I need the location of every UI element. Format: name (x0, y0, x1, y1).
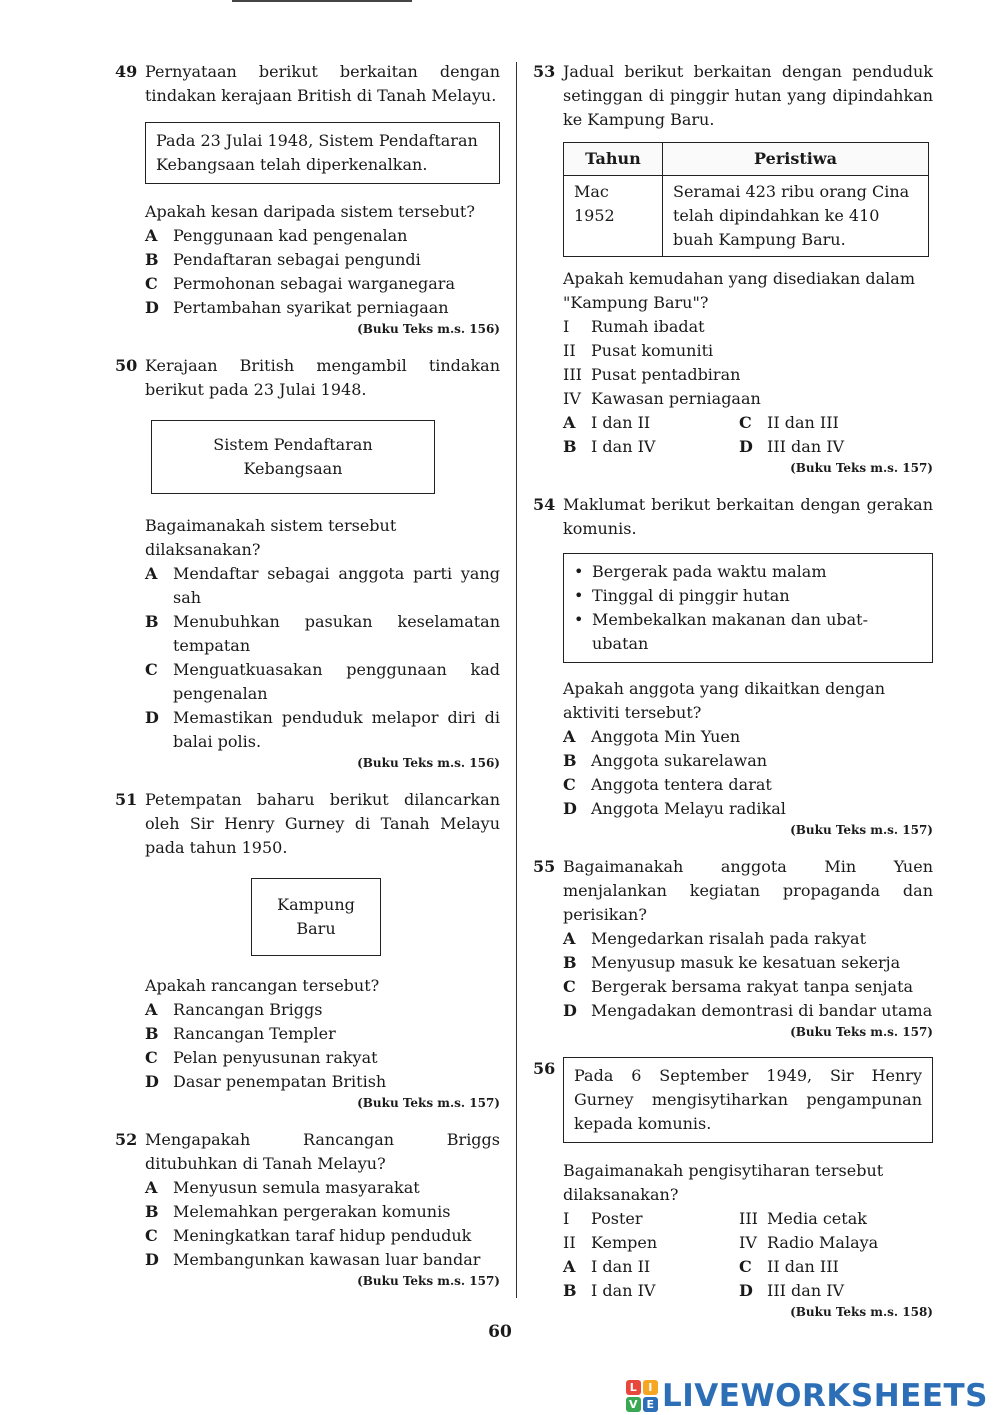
logo-tile: I (643, 1380, 658, 1395)
bullet-list (574, 560, 922, 656)
option-d[interactable]: D Mengadakan demontrasi di bandar utama (563, 1001, 933, 1020)
table-cell: Mac 1952 (564, 176, 663, 257)
top-rule (232, 0, 412, 2)
option-c[interactable]: C Anggota tentera darat (563, 775, 772, 794)
option-b[interactable]: B Pendaftaran sebagai pengundi (145, 250, 421, 269)
option-a[interactable]: A I dan II (563, 413, 651, 432)
left-column (115, 60, 500, 1290)
info-box: Pada 23 Julai 1948, Sistem Pendaftaran Kebangsaan telah diperkenalkan. (145, 122, 500, 184)
table-header-row (564, 143, 929, 176)
question-number: 56 (533, 1059, 556, 1078)
option-a[interactable]: A Anggota Min Yuen (563, 727, 741, 746)
question-ask: Bagaimanakah pengisytiharan tersebut dilaksanakan? (563, 1161, 884, 1204)
textbook-reference: (Buku Teks m.s. 157) (357, 1096, 500, 1110)
option-c[interactable]: C Permohonan sebagai warganegara (145, 274, 455, 293)
roman-item: IV Kawasan perniagaan (563, 389, 761, 408)
question-stem: Pernyataan berikut berkaitan dengan tindakan kerajaan British di Tanah Melayu. (145, 62, 500, 105)
liveworksheets-logo-icon (626, 1380, 658, 1412)
question-number: 51 (115, 790, 138, 809)
question-ask: Bagaimanakah sistem tersebut dilaksanakan? (145, 516, 397, 559)
bullet-item: • Membekalkan makanan dan ubat-ubatan (592, 608, 922, 656)
page-number: 60 (488, 1322, 512, 1342)
question-56 (533, 1057, 933, 1321)
question-stem: Mengapakah Rancangan Briggs ditubuhkan di Tanah Melayu? (145, 1130, 500, 1173)
bullet-item: • Tinggal di pinggir hutan (592, 584, 922, 608)
option-d[interactable]: D Anggota Melayu radikal (563, 799, 786, 818)
column-divider (516, 62, 517, 1298)
question-number: 50 (115, 356, 138, 375)
question-stem: Jadual berikut berkaitan dengan penduduk setinggan di pinggir hutan yang dipindahkan ke Kampung Baru. (563, 62, 933, 129)
question-stem: Kerajaan British mengambil tindakan berikut pada 23 Julai 1948. (145, 356, 500, 399)
info-box: Sistem Pendaftaran Kebangsaan (151, 420, 435, 494)
question-53 (533, 60, 933, 477)
option-d[interactable]: D Pertambahan syarikat perniagaan (145, 298, 449, 317)
option-a[interactable]: A Menyusun semula masyarakat (145, 1178, 420, 1197)
question-55 (533, 855, 933, 1041)
info-box: Pada 6 September 1949, Sir Henry Gurney mengisytiharkan pengampunan kepada komunis. (563, 1057, 933, 1143)
option-c[interactable]: C Bergerak bersama rakyat tanpa senjata (563, 977, 914, 996)
option-a[interactable]: A Mengedarkan risalah pada rakyat (563, 929, 867, 948)
option-a[interactable]: A I dan II (563, 1257, 651, 1276)
column-header: Peristiwa (663, 143, 929, 176)
question-number: 53 (533, 62, 556, 81)
option-d[interactable]: D Memastikan penduduk melapor diri di balai polis. (145, 708, 500, 751)
options-grid (563, 411, 933, 459)
question-ask: Apakah rancangan tersebut? (145, 976, 380, 995)
question-ask: Apakah anggota yang dikaitkan dengan aktiviti tersebut? (563, 679, 886, 722)
option-a[interactable]: A Mendaftar sebagai anggota parti yang sah (145, 564, 500, 607)
liveworksheets-brand[interactable] (626, 1378, 988, 1414)
question-54 (533, 493, 933, 839)
events-table (563, 142, 929, 257)
roman-item: II Kempen (563, 1233, 658, 1252)
textbook-reference: (Buku Teks m.s. 158) (790, 1305, 933, 1319)
right-column (533, 60, 933, 1321)
option-b[interactable]: B Menyusup masuk ke kesatuan sekerja (563, 953, 901, 972)
question-number: 55 (533, 857, 556, 876)
option-d[interactable]: D Dasar penempatan British (145, 1072, 387, 1091)
option-d[interactable]: D Membangunkan kawasan luar bandar (145, 1250, 481, 1269)
roman-item: I Poster (563, 1209, 643, 1228)
roman-item: III Media cetak (739, 1209, 867, 1228)
question-50 (115, 354, 500, 772)
roman-item: III Pusat pentadbiran (563, 365, 741, 384)
logo-tile: L (626, 1380, 641, 1395)
textbook-reference: (Buku Teks m.s. 157) (790, 461, 933, 475)
option-c[interactable]: C Menguatkuasakan penggunaan kad pengenalan (145, 660, 500, 703)
bullet-item: • Bergerak pada waktu malam (592, 560, 922, 584)
textbook-reference: (Buku Teks m.s. 157) (357, 1274, 500, 1288)
option-a[interactable]: A Rancangan Briggs (145, 1000, 323, 1019)
option-c[interactable]: C II dan III (739, 413, 839, 432)
option-b[interactable]: B Melemahkan pergerakan komunis (145, 1202, 451, 1221)
column-header: Tahun (564, 143, 663, 176)
option-d[interactable]: D III dan IV (739, 1281, 845, 1300)
option-c[interactable]: C Meningkatkan taraf hidup penduduk (145, 1226, 472, 1245)
roman-item: II Pusat komuniti (563, 341, 714, 360)
option-b[interactable]: B Anggota sukarelawan (563, 751, 768, 770)
table-row (564, 176, 929, 257)
option-b[interactable]: B Rancangan Templer (145, 1024, 336, 1043)
brand-name: LIVEWORKSHEETS (662, 1378, 988, 1414)
option-a[interactable]: A Penggunaan kad pengenalan (145, 226, 408, 245)
question-stem: Maklumat berikut berkaitan dengan gerakan komunis. (563, 495, 933, 538)
roman-item: I Rumah ibadat (563, 317, 705, 336)
option-b[interactable]: B I dan IV (563, 1281, 656, 1300)
table-cell: Seramai 423 ribu orang Cina telah dipindahkan ke 410 buah Kampung Baru. (663, 176, 929, 257)
option-b[interactable]: B Menubuhkan pasukan keselamatan tempatan (145, 612, 500, 655)
question-ask: Apakah kesan daripada sistem tersebut? (145, 202, 475, 221)
textbook-reference: (Buku Teks m.s. 156) (357, 756, 500, 770)
question-ask: Apakah kemudahan yang disediakan dalam "Kampung Baru"? (563, 269, 915, 312)
textbook-reference: (Buku Teks m.s. 157) (790, 1025, 933, 1039)
options-grid (563, 1255, 933, 1303)
option-b[interactable]: B I dan IV (563, 437, 656, 456)
items-grid (563, 1207, 933, 1255)
info-box: Kampung Baru (251, 878, 381, 956)
question-stem: Bagaimanakah anggota Min Yuen menjalankan kegiatan propaganda dan perisikan? (563, 857, 933, 924)
info-box (563, 553, 933, 663)
logo-tile: V (626, 1397, 641, 1412)
question-stem: Petempatan baharu berikut dilancarkan oleh Sir Henry Gurney di Tanah Melayu pada tahun 1950. (145, 790, 500, 857)
textbook-reference: (Buku Teks m.s. 156) (357, 322, 500, 336)
logo-tile: E (643, 1397, 658, 1412)
roman-item: IV Radio Malaya (739, 1233, 879, 1252)
question-number: 54 (533, 495, 556, 514)
textbook-reference: (Buku Teks m.s. 157) (790, 823, 933, 837)
option-c[interactable]: C II dan III (739, 1257, 839, 1276)
question-number: 49 (115, 62, 138, 81)
question-number: 52 (115, 1130, 138, 1149)
question-52 (115, 1128, 500, 1290)
option-d[interactable]: D III dan IV (739, 437, 845, 456)
question-49 (115, 60, 500, 338)
option-c[interactable]: C Pelan penyusunan rakyat (145, 1048, 378, 1067)
question-51 (115, 788, 500, 1112)
